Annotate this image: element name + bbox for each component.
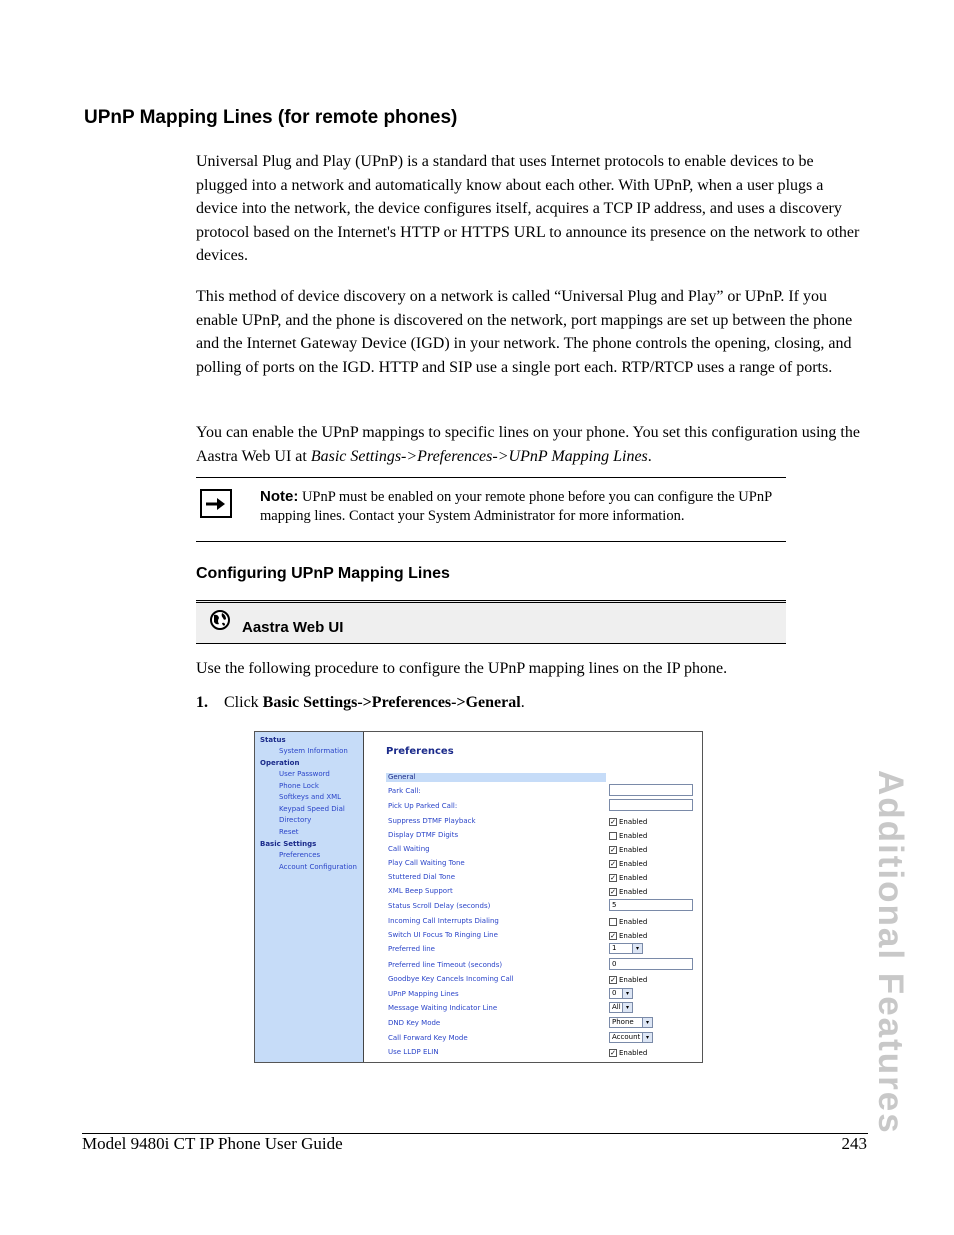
setting-text-field[interactable] [609, 799, 693, 811]
screenshot-sidebar [255, 732, 364, 1062]
step-path: Basic Settings->Preferences->General [262, 694, 521, 711]
sidebar-link[interactable]: Account Configuration [279, 863, 357, 871]
setting-label: Status Scroll Delay (seconds) [388, 902, 491, 910]
setting-text-field[interactable]: 0 [609, 958, 693, 970]
side-tab [862, 770, 912, 1135]
checkbox-label: Enabled [619, 932, 648, 940]
sidebar-link[interactable]: User Password [279, 770, 330, 778]
chevron-down-icon[interactable]: ▾ [622, 989, 632, 998]
setting-label: XML Beep Support [388, 887, 453, 895]
checkmark-icon[interactable]: ✓ [610, 874, 616, 882]
setting-dropdown[interactable] [609, 1017, 653, 1028]
side-tab-label: Additional Features [871, 770, 910, 1135]
setting-checkbox[interactable] [609, 976, 647, 984]
checkbox-label: Enabled [619, 874, 648, 882]
setting-label: Call Forward Key Mode [388, 1034, 468, 1042]
setting-label: Preferred line Timeout (seconds) [388, 961, 503, 969]
setting-dropdown[interactable] [609, 943, 643, 954]
section-title: UPnP Mapping Lines (for remote phones) [84, 107, 458, 128]
dropdown-value: Phone [612, 1018, 634, 1026]
checkbox-label: Enabled [619, 888, 648, 896]
chevron-down-icon[interactable]: ▾ [642, 1033, 652, 1042]
setting-checkbox[interactable] [609, 874, 647, 882]
setting-label: Goodbye Key Cancels Incoming Call [388, 975, 514, 983]
setting-checkbox[interactable] [609, 818, 647, 826]
checkbox-label: Enabled [619, 818, 648, 826]
sidebar-link[interactable]: Phone Lock [279, 782, 319, 790]
sidebar-link[interactable]: Status [260, 736, 286, 744]
note-label: Note: [260, 488, 299, 505]
sidebar-link[interactable]: Directory [279, 816, 312, 824]
web-ui-label: Aastra Web UI [242, 619, 344, 636]
setting-dropdown[interactable] [609, 1032, 653, 1043]
setting-checkbox[interactable] [609, 846, 647, 854]
general-section-label: General [388, 773, 416, 781]
setting-dropdown[interactable] [609, 988, 633, 999]
setting-text-field[interactable] [609, 784, 693, 796]
setting-checkbox[interactable] [609, 860, 647, 868]
checkbox-label: Enabled [619, 918, 648, 926]
dropdown-value: All [612, 1003, 621, 1011]
setting-label: Stuttered Dial Tone [388, 873, 456, 881]
setting-checkbox[interactable] [609, 918, 647, 926]
paragraph-web-ui-path [196, 421, 868, 468]
setting-label: Incoming Call Interrupts Dialing [388, 917, 499, 925]
setting-label: UPnP Mapping Lines [388, 990, 459, 998]
chevron-down-icon[interactable]: ▾ [632, 944, 642, 953]
checkmark-icon[interactable]: ✓ [610, 860, 616, 868]
setting-checkbox[interactable] [609, 1049, 647, 1057]
sidebar-link[interactable]: Keypad Speed Dial [279, 805, 345, 813]
checkmark-icon[interactable]: ✓ [610, 932, 616, 940]
checkmark-icon[interactable]: ✓ [610, 818, 616, 826]
checkbox-label: Enabled [619, 1049, 648, 1057]
sidebar-link[interactable]: Operation [260, 759, 300, 767]
setting-label: Display DTMF Digits [388, 831, 459, 839]
checkbox-label: Enabled [619, 860, 648, 868]
para3-lead: You can enable the UPnP mappings to specific lines on your phone. You set this configuration using the Aastra Web UI at [196, 424, 860, 465]
paragraph-device-discovery: This method of device discovery on a network is called “Universal Plug and Play” or UPnP. If you enable UPnP, and the phone is discovered on the network, port mappings are set up between the phone and the Internet Gateway Device (IGD) in your network. The phone controls the opening, closing, and polling of ports on the IGD. HTTP and SIP use a single port each. RTP/RTCP uses a range of ports. [196, 288, 853, 376]
checkbox-label: Enabled [619, 846, 648, 854]
note-text: UPnP must be enabled on your remote phone before you can configure the UPnP mapping lines. Contact your System Administrator for more information. [260, 489, 772, 524]
arrow-right-icon [200, 489, 232, 518]
step-number: 1. [196, 694, 208, 711]
screenshot-page-title: Preferences [386, 746, 454, 757]
note-top-rule [196, 477, 786, 478]
setting-label: DND Key Mode [388, 1019, 441, 1027]
subheading: Configuring UPnP Mapping Lines [196, 565, 450, 582]
sidebar-link[interactable]: Preferences [279, 851, 321, 859]
setting-dropdown[interactable] [609, 1002, 633, 1013]
chevron-down-icon[interactable]: ▾ [642, 1018, 652, 1027]
setting-text-field[interactable]: 5 [609, 899, 693, 911]
para3-path: Basic Settings->Preferences->UPnP Mapping Lines [310, 447, 648, 465]
step-1 [196, 694, 525, 712]
checkbox-label: Enabled [619, 976, 648, 984]
note-bottom-rule [196, 541, 786, 542]
setting-label: Message Waiting Indicator Line [388, 1004, 498, 1012]
setting-label: Play Call Waiting Tone [388, 859, 465, 867]
sidebar-link[interactable]: Basic Settings [260, 840, 317, 848]
para3-end: . [647, 447, 652, 465]
setting-label: Call Waiting [388, 845, 430, 853]
chevron-down-icon[interactable]: ▾ [622, 1003, 632, 1012]
checkbox-empty-icon[interactable] [609, 918, 617, 926]
setting-label: Preferred line [388, 945, 435, 953]
checkbox-label: Enabled [619, 832, 648, 840]
note [260, 487, 780, 526]
step-lead: Click [224, 694, 263, 711]
setting-label: Suppress DTMF Playback [388, 817, 476, 825]
setting-label: Switch UI Focus To Ringing Line [388, 931, 498, 939]
footer-title: Model 9480i CT IP Phone User Guide [82, 1134, 343, 1153]
dropdown-value: 1 [612, 944, 617, 952]
dropdown-value: Account [612, 1033, 641, 1041]
general-section-bar [386, 773, 606, 782]
checkbox-empty-icon[interactable] [609, 832, 617, 840]
sidebar-link[interactable]: Softkeys and XML [279, 793, 342, 801]
setting-checkbox[interactable] [609, 932, 647, 940]
checkmark-icon[interactable]: ✓ [610, 976, 616, 984]
globe-icon [209, 609, 231, 636]
checkmark-icon[interactable]: ✓ [610, 888, 616, 896]
sidebar-link[interactable]: Reset [279, 828, 299, 836]
paragraph-upnp-intro: Universal Plug and Play (UPnP) is a standard that uses Internet protocols to enable devices to be plugged into a network and automatically know about each other. With UPnP, when a user plugs a device into the network, the device configures itself, acquires a TCP IP address, and uses a discovery protocol based on the Internet's HTTP or HTTPS URL to announce its presence on the network to other devices. [196, 153, 860, 264]
web-ui-screenshot [254, 731, 703, 1063]
setting-checkbox[interactable] [609, 888, 647, 896]
setting-checkbox[interactable] [609, 832, 647, 840]
page-number: 243 [841, 1134, 867, 1153]
checkmark-icon[interactable]: ✓ [610, 1049, 616, 1057]
setting-label: Park Call: [388, 787, 421, 795]
step-end: . [520, 694, 525, 711]
setting-label: Use LLDP ELIN [388, 1048, 439, 1056]
checkmark-icon[interactable]: ✓ [610, 846, 616, 854]
paragraph-procedure: Use the following procedure to configure the UPnP mapping lines on the IP phone. [196, 660, 728, 677]
dropdown-value: 0 [612, 989, 617, 997]
sidebar-link[interactable]: System Information [279, 747, 348, 755]
setting-label: Pick Up Parked Call: [388, 802, 458, 810]
